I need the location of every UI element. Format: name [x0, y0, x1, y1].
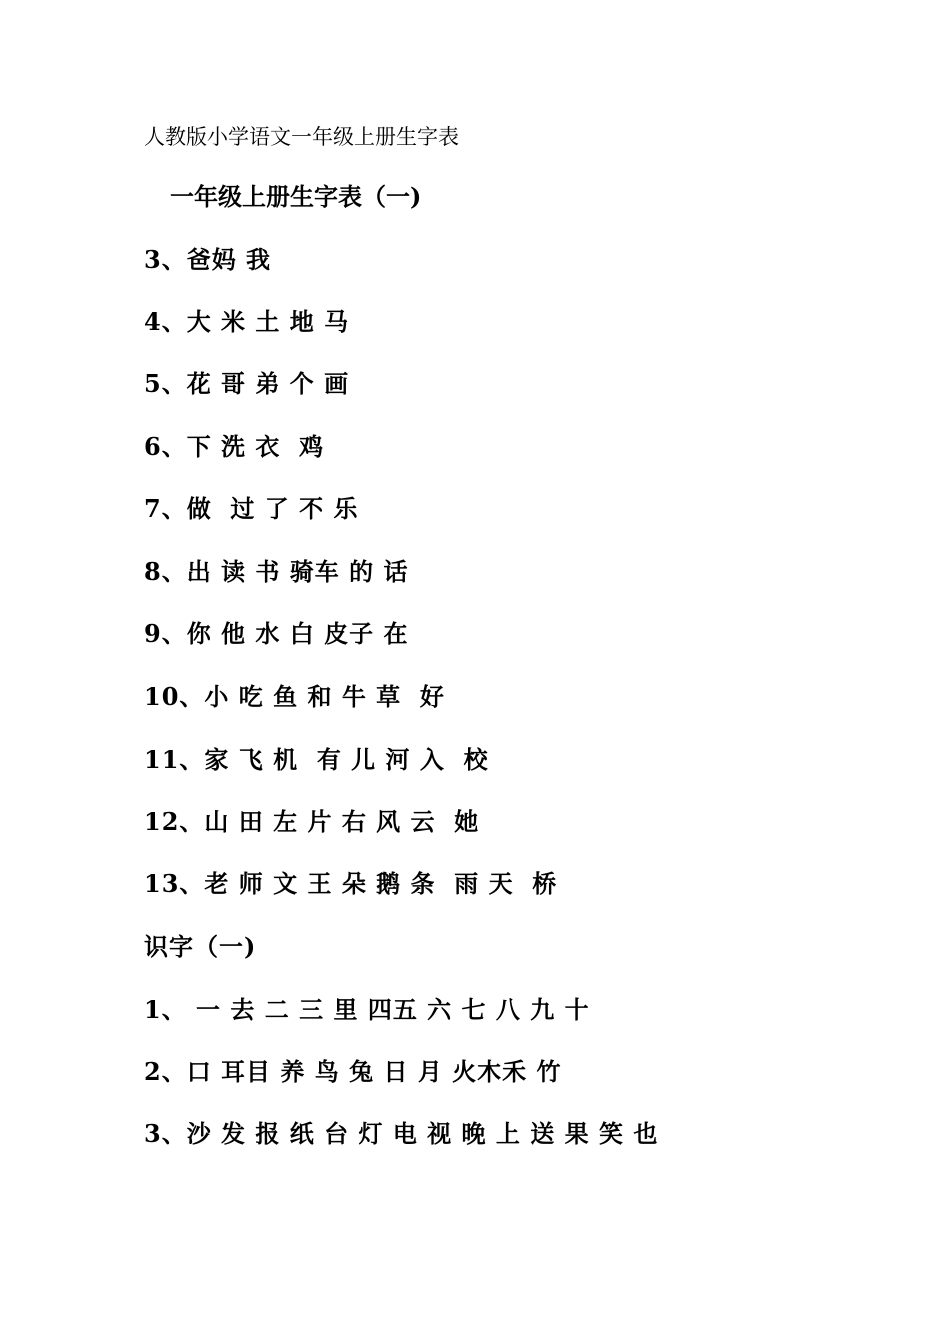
lesson-line-13: 13、老 师 文 王 朵 鹅 条 雨 天 桥 — [144, 869, 558, 898]
lesson-line-6: 6、下 洗 衣 鸡 — [144, 432, 325, 461]
lesson-line-5: 5、花 哥 弟 个 画 — [144, 369, 350, 398]
lesson-line-11: 11、家 飞 机 有 儿 河 入 校 — [144, 745, 489, 774]
lesson-line-12: 12、山 田 左 片 右 风 云 她 — [144, 807, 480, 836]
literacy-line-3: 3、沙 发 报 纸 台 灯 电 视 晚 上 送 果 笑 也 — [144, 1119, 659, 1148]
literacy-line-2: 2、口 耳目 养 鸟 兔 日 月 火木禾 竹 — [144, 1057, 562, 1086]
lesson-line-8: 8、出 读 书 骑车 的 话 — [144, 557, 409, 586]
lesson-line-7: 7、做 过 了 不 乐 — [144, 494, 359, 523]
literacy-line-1: 1、 一 去 二 三 里 四五 六 七 八 九 十 — [144, 995, 590, 1024]
literacy-section-heading: 识字（一) — [144, 932, 257, 961]
lesson-line-3: 3、爸妈 我 — [144, 245, 272, 274]
lesson-line-10: 10、小 吃 鱼 和 牛 草 好 — [144, 682, 445, 711]
lesson-line-4: 4、大 米 土 地 马 — [144, 307, 350, 336]
section-title: 一年级上册生字表（一) — [170, 182, 422, 211]
document-title: 人教版小学语文一年级上册生字表 — [144, 125, 459, 149]
lesson-line-9: 9、你 他 水 白 皮子 在 — [144, 619, 409, 648]
